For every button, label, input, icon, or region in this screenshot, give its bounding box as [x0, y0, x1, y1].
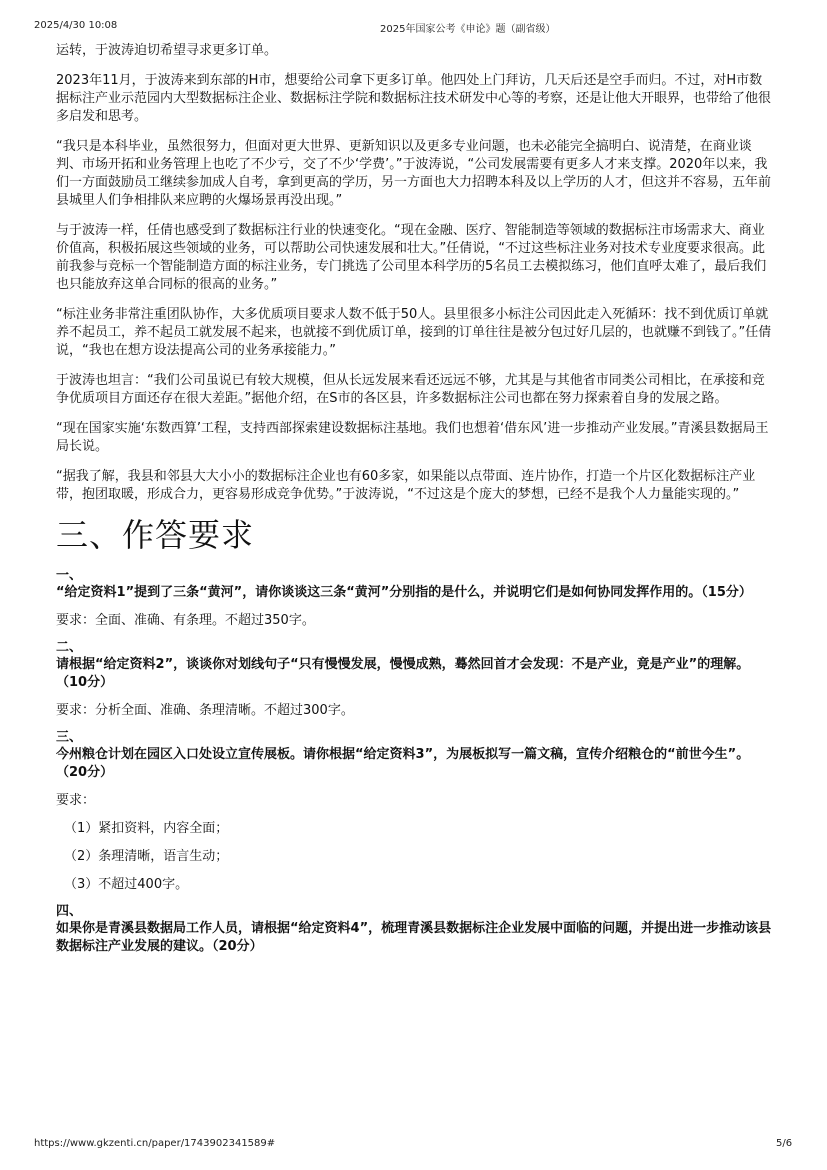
requirement-item: （3）不超过400字。: [64, 877, 189, 892]
question-number: 三、: [56, 730, 83, 745]
question-text: 今州粮仓计划在园区入口处设立宣传展板。请你根据“给定资料3”，为展板拟写一篇文稿，宣传介绍粮仓的“前世今生”。（20分）: [56, 747, 750, 780]
question-number: 四、: [56, 904, 83, 919]
paragraph: “现在国家实施‘东数西算’工程，支持西部探索建设数据标注基地。我们也想着‘借东风’进一步推动产业发展。”青溪县数据局王局长说。: [56, 421, 769, 454]
paragraph: 2023年11月，于波涛来到东部的H市，想要给公司拿下更多订单。他四处上门拜访，几天后还是空手而归。不过，对H市数据标注产业示范园内大型数据标注企业、数据标注学院和数据标注技术研发中心等的考察，还是让他大开眼界，也带给了他很多启发和思考。: [56, 73, 772, 124]
section-title: 三、作答要求: [56, 516, 255, 554]
header-datetime: 2025/4/30 10:08: [34, 20, 118, 31]
question-requirement: 要求：: [56, 793, 96, 808]
question-2: [56, 640, 772, 720]
question-number: 一、: [56, 568, 83, 583]
question-text: “给定资料1”提到了三条“黄河”，请你谈谈这三条“黄河”分别指的是什么，并说明它们是如何协同发挥作用的。（15分）: [56, 585, 752, 600]
question-requirement: 要求：全面、准确、有条理。不超过350字。: [56, 613, 315, 628]
paragraph: 运转，于波涛迫切希望寻求更多订单。: [56, 43, 278, 58]
paragraph: “我只是本科毕业，虽然很努力，但面对更大世界、更新知识以及更多专业问题，也未必能完全搞明白、说清楚，在商业谈判、市场开拓和业务管理上也吃了不少亏，交了不少‘学费’。”于波涛说，“公司发展需要有更多人才来支撑。2020年以来，我们一方面鼓励员工继续参加成人自考，拿到更高的学历，另一方面也大力招聘本科及以上学历的人才，但这并不容易，五年前县城里人们争相排队来应聘的火爆场景再没出现。”: [56, 139, 772, 208]
question-1: [56, 568, 772, 630]
question-requirement: 要求：分析全面、准确、条理清晰。不超过300字。: [56, 703, 354, 718]
paragraph: 于波涛也坦言：“我们公司虽说已有较大规模，但从长远发展来看还远远不够，尤其是与其他省市同类公司相比，在承接和竞争优质项目方面还存在很大差距。”据他介绍，在S市的各区县，许多数据标注公司也都在努力探索着自身的发展之路。: [56, 373, 765, 406]
paragraph: “标注业务非常注重团队协作，大多优质项目要求人数不低于50人。县里很多小标注公司因此走入死循环：找不到优质订单就养不起员工，养不起员工就发展不起来，也就接不到优质订单，接到的订单往往是被分包过好几层的，也就赚不到钱了。”任倩说，“我也在想方设法提高公司的业务承接能力。”: [56, 307, 772, 358]
requirement-item: （1）紧扣资料，内容全面；: [64, 821, 229, 836]
question-4: [56, 904, 772, 956]
paragraph: “据我了解，我县和邻县大大小小的数据标注企业也有60多家，如果能以点带面、连片协作，打造一个片区化数据标注产业带，抱团取暖，形成合力，更容易形成竞争优势。”于波涛说，“不过这是个庞大的梦想，已经不是我个人力量能实现的。”: [56, 469, 756, 502]
question-text: 请根据“给定资料2”，谈谈你对划线句子“只有慢慢发展，慢慢成熟，蓦然回首才会发现：不是产业，竟是产业”的理解。（10分）: [56, 657, 750, 690]
question-text: 如果你是青溪县数据局工作人员，请根据“给定资料4”，梳理青溪县数据标注企业发展中面临的问题，并提出进一步推动该县数据标注产业发展的建议。（20分）: [56, 921, 772, 954]
paragraph: 与于波涛一样，任倩也感受到了数据标注行业的快速变化。“现在金融、医疗、智能制造等领域的数据标注市场需求大、商业价值高，积极拓展这些领域的业务，可以帮助公司快速发展和壮大。”任倩说，“不过这些标注业务对技术专业度要求很高。此前我参与竞标一个智能制造方面的标注业务，专门挑选了公司里本科学历的5名员工去模拟练习，他们直呼太难了，最后我们也只能放弃这单合同标的很高的业务。”: [56, 223, 767, 292]
page-content: [56, 42, 772, 966]
header-doc-title: 2025年国家公考《申论》题（副省级）: [380, 24, 556, 35]
question-3: [56, 730, 772, 894]
question-number: 二、: [56, 640, 83, 655]
requirement-item: （2）条理清晰，语言生动；: [64, 849, 229, 864]
footer-url[interactable]: https://www.gkzenti.cn/paper/1743902341589#: [34, 1138, 276, 1149]
footer-page-number: 5/6: [776, 1138, 793, 1149]
